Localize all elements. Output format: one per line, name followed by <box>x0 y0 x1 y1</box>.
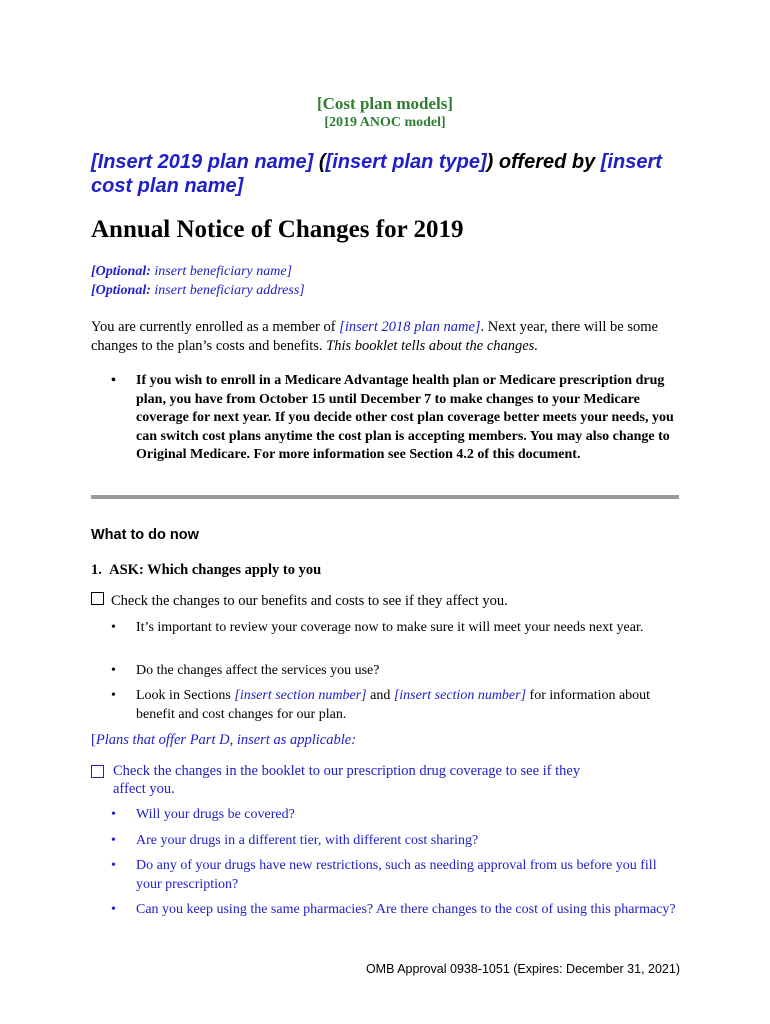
optional-label: [Optional: <box>91 264 151 279</box>
check-benefits-text: Check the changes to our benefits and costs to see if they affect you. <box>111 593 508 609</box>
section-divider <box>91 495 679 499</box>
page-title: Annual Notice of Changes for 2019 <box>91 216 464 243</box>
bullet-icon: • <box>111 833 116 848</box>
plan-2018-placeholder: [insert 2018 plan name] <box>339 319 481 335</box>
bullet-icon: • <box>111 373 116 388</box>
list-item <box>111 832 681 851</box>
checkbox-icon[interactable] <box>91 765 104 778</box>
list-item-text <box>136 687 681 724</box>
bullet-icon: • <box>111 902 116 917</box>
enrollment-bullet-text: If you wish to enroll in a Medicare Advantage health plan or Medicare prescription drug plan, you have from October 15 until December 7 to make changes to your Medicare coverage for next year. If you decide other cost plan coverage better meets your needs, you can switch cost plans anytime the cost plan is accepting members. You may also change to Original Medicare. For more information see Section 4.2 of this document. <box>136 373 674 462</box>
list-item-text: Do the changes affect the services you use? <box>136 663 380 678</box>
optional-text: insert beneficiary address] <box>150 283 305 298</box>
sections-after: for information about benefit and cost changes for our plan. <box>136 688 651 722</box>
part-d-note <box>91 731 691 749</box>
list-item <box>111 901 681 920</box>
plan-title <box>91 150 691 198</box>
plan-title-offered-by: ) offered by <box>486 151 601 173</box>
header-anoc-model: [2019 ANOC model] <box>324 115 446 130</box>
intro-italic: This booklet tells about the changes. <box>326 338 539 354</box>
list-item-text: Will your drugs be covered? <box>136 807 295 822</box>
bullet-icon: • <box>111 858 116 873</box>
bullet-icon: • <box>111 688 116 703</box>
omb-approval-footer: OMB Approval 0938-1051 (Expires: December 31, 2021) <box>365 962 680 976</box>
list-item <box>111 857 681 894</box>
bullet-icon: • <box>111 663 116 678</box>
checkbox-icon[interactable] <box>91 592 104 605</box>
optional-label: [Optional: <box>91 283 151 298</box>
plan-title-paren-open: ( <box>313 151 326 173</box>
optional-text: insert beneficiary name] <box>150 264 293 279</box>
list-item <box>111 806 681 825</box>
enrollment-bullet <box>111 372 686 465</box>
bullet-icon: • <box>111 620 116 635</box>
intro-before: You are currently enrolled as a member of <box>91 319 340 335</box>
optional-beneficiary-name <box>91 264 292 280</box>
section-number-placeholder: [insert section number] <box>234 688 367 703</box>
sections-before: Look in Sections <box>136 688 235 703</box>
plan-type-placeholder: [insert plan type] <box>325 151 487 173</box>
list-item-sections <box>111 687 681 724</box>
what-to-do-heading: What to do now <box>91 527 199 543</box>
ask-label: ASK: Which changes apply to you <box>109 562 322 578</box>
header-cost-plan-models: [Cost plan models] <box>316 94 453 113</box>
section-number-placeholder: [insert section number] <box>393 688 527 703</box>
check-drug-coverage-item <box>91 762 691 798</box>
cost-plan-name-placeholder: [insert cost plan name] <box>91 151 662 197</box>
check-drug-coverage-text: Check the changes in the booklet to our prescription drug coverage to see if they affect you. <box>113 763 581 797</box>
list-item-text: Do any of your drugs have new restrictions, such as needing approval from us before you fill your prescription? <box>136 858 657 892</box>
bullet-icon: • <box>111 807 116 822</box>
list-item-text: It’s important to review your coverage now to make sure it will meet your needs next year. <box>136 620 644 635</box>
optional-beneficiary-address <box>91 283 305 299</box>
list-item <box>111 619 681 638</box>
ask-number: 1. <box>91 562 102 578</box>
plan-name-placeholder: [Insert 2019 plan name] <box>91 151 314 173</box>
ask-heading <box>91 562 321 579</box>
check-benefits-item <box>91 592 691 610</box>
part-d-note-text: Plans that offer Part D, insert as applicable: <box>95 732 357 748</box>
intro-after: . Next year, there will be some changes to the plan’s costs and benefits. <box>91 319 658 354</box>
list-item <box>111 662 681 681</box>
list-item-text: Are your drugs in a different tier, with different cost sharing? <box>136 833 479 848</box>
sections-mid: and <box>366 688 394 703</box>
list-item-text: Can you keep using the same pharmacies? Are there changes to the cost of using this pharmacy? <box>136 902 676 917</box>
intro-paragraph <box>91 318 691 356</box>
part-d-bracket: [ <box>91 732 96 748</box>
